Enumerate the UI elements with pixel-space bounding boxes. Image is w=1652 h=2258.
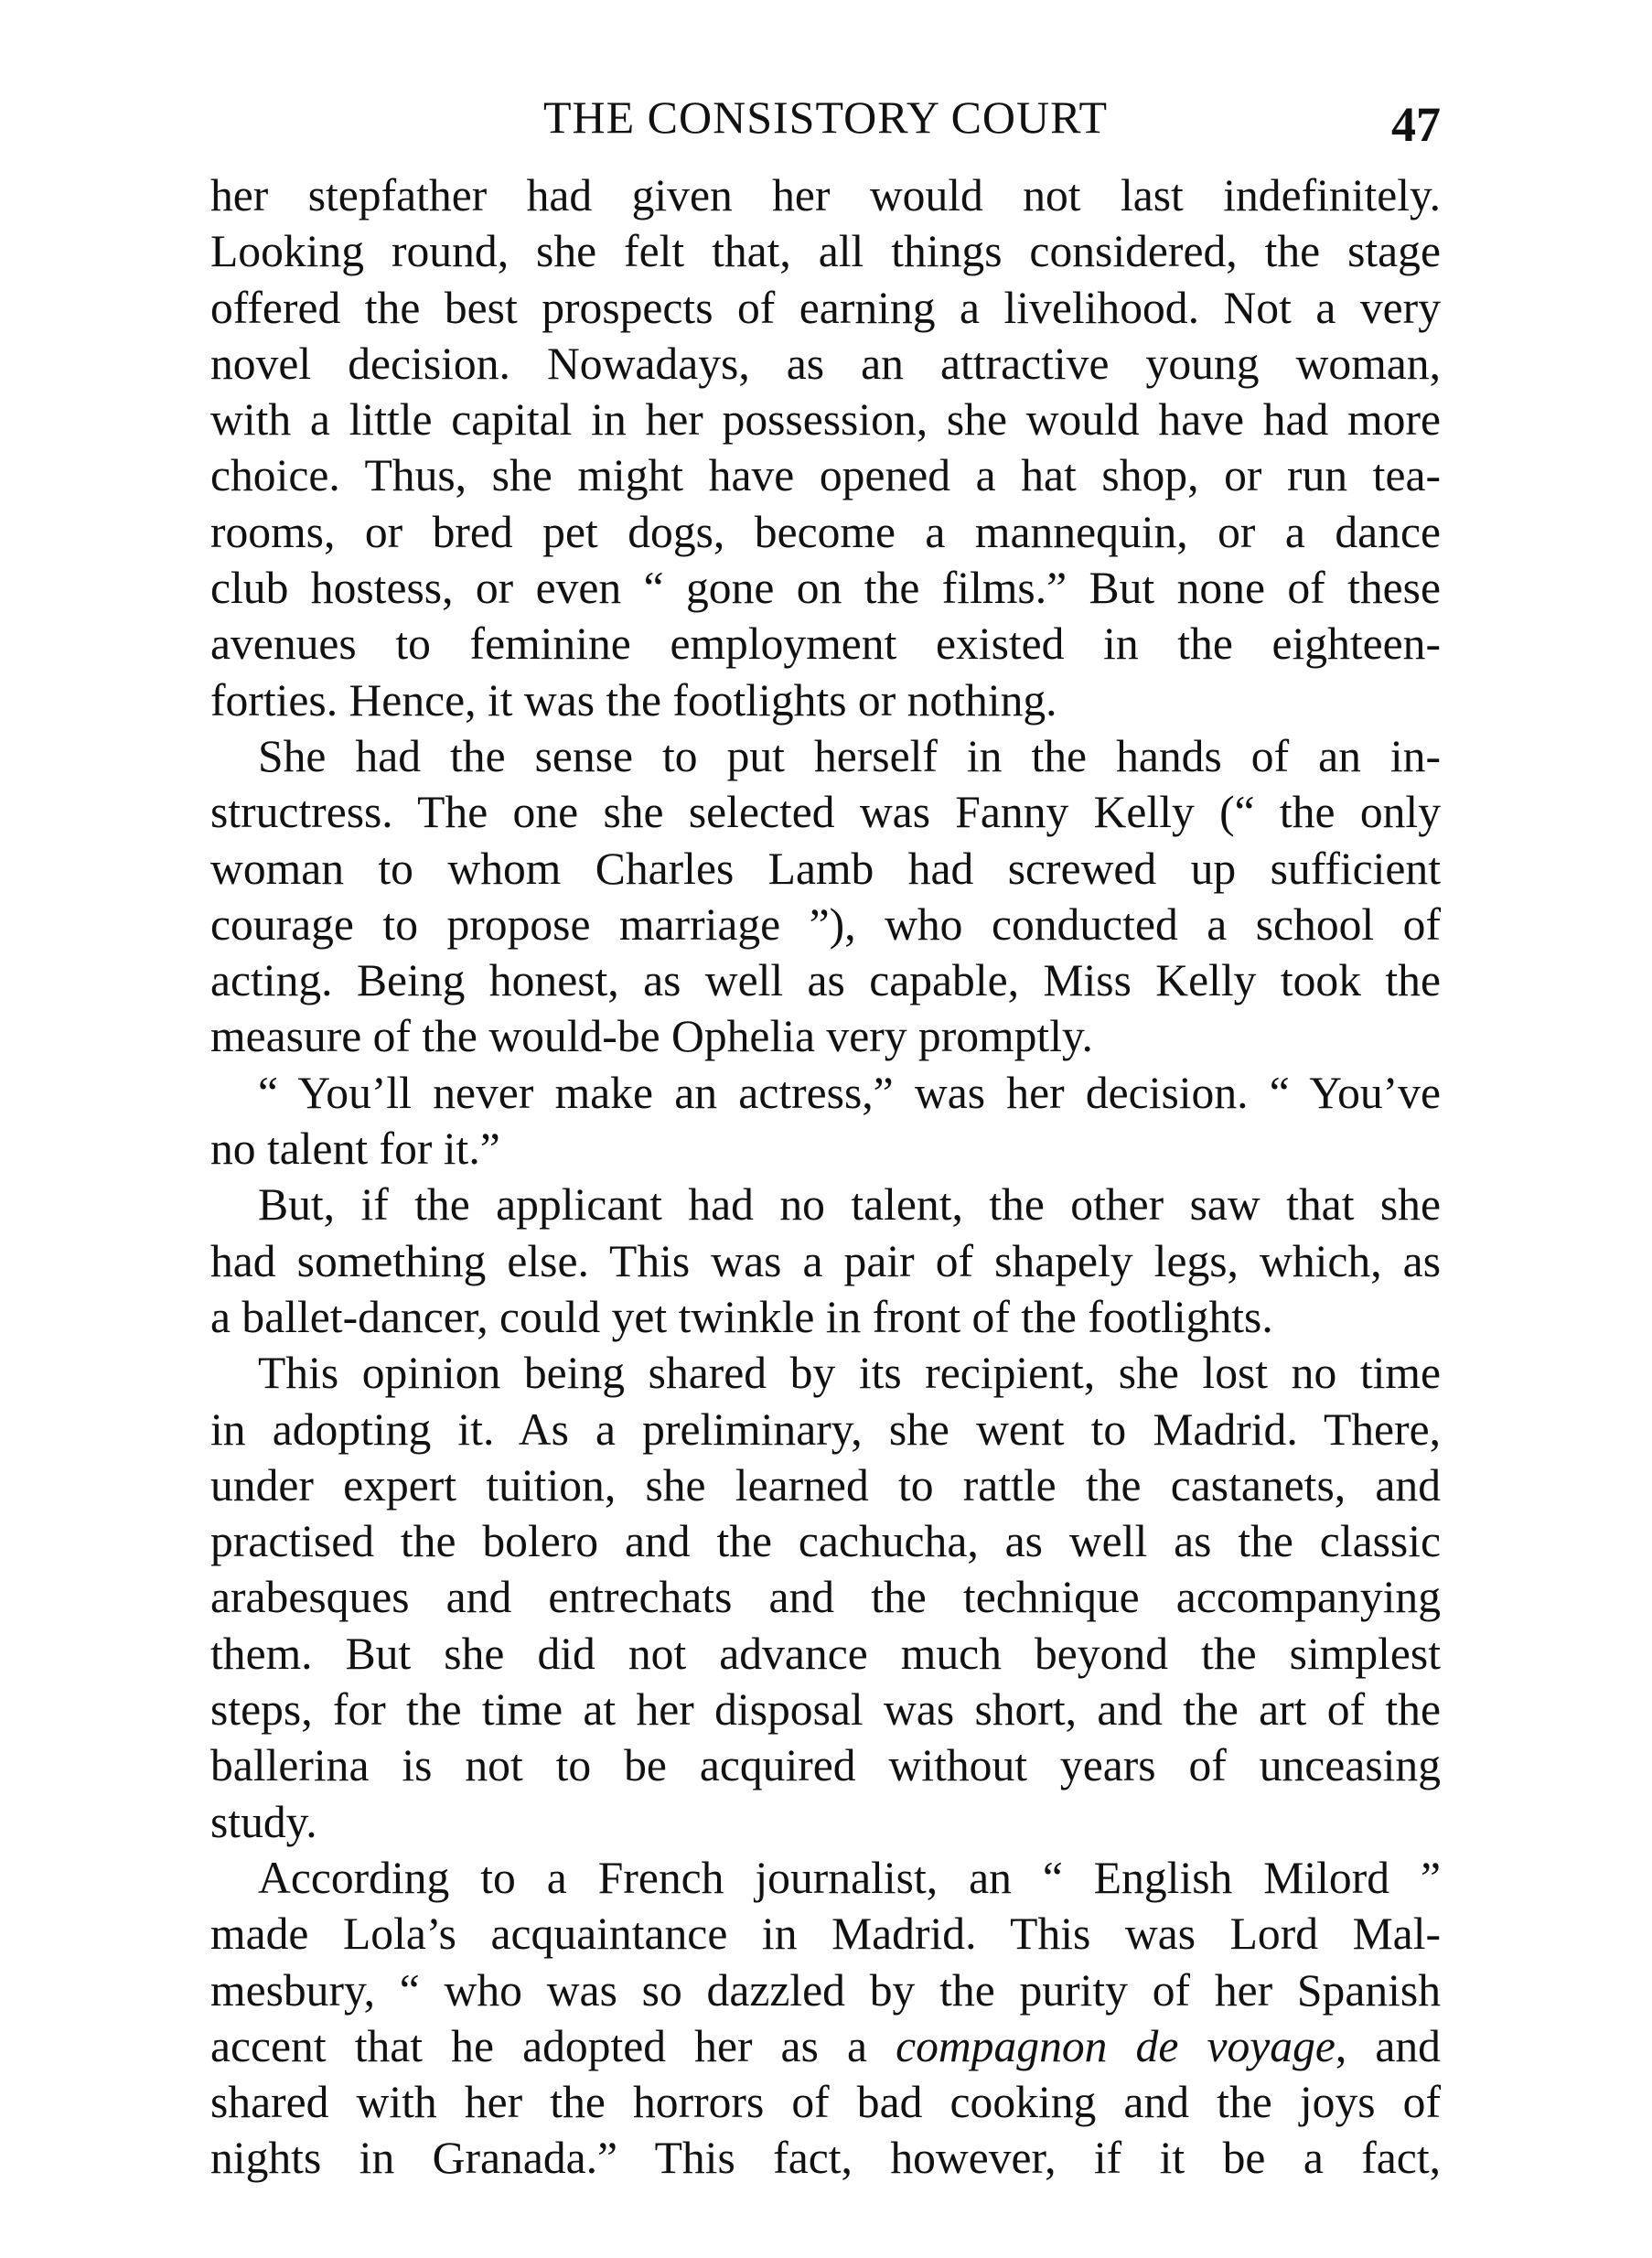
text-line: offered the best prospects of earning a livelihood. Not a very (210, 282, 1441, 333)
text-line: rooms, or bred pet dogs, become a mannequin, or a dance (210, 506, 1441, 557)
text-line: According to a French journalist, an “ English Milord ” (258, 1852, 1441, 1903)
text-line: study. (210, 1796, 317, 1847)
text-line: She had the sense to put herself in the hands of an in- (258, 730, 1441, 781)
text-line: them. But she did not advance much beyond the simplest (210, 1628, 1441, 1679)
text-line: under expert tuition, she learned to rattle the castanets, and (210, 1459, 1441, 1511)
text-line: had something else. This was a pair of shapely legs, which, as (210, 1235, 1441, 1286)
text-line: choice. Thus, she might have opened a hat shop, or run tea- (210, 450, 1441, 501)
text-line: But, if the applicant had no talent, the other saw that she (258, 1179, 1441, 1231)
text-line: “ You’ll never make an actress,” was her decision. “ You’ve (258, 1067, 1441, 1118)
text-line: mesbury, “ who was so dazzled by the purity of her Spanish (210, 1964, 1441, 2016)
text-line: practised the bolero and the cachucha, as well as the classic (210, 1516, 1441, 1567)
text-line: structress. The one she selected was Fanny Kelly (“ the only (210, 787, 1441, 838)
text-line: a ballet-dancer, could yet twinkle in front of the footlights. (210, 1291, 1273, 1342)
page-number: 47 (1391, 97, 1441, 152)
text-segment: accent that he adopted her as a (210, 2020, 896, 2071)
text-line: novel decision. Nowadays, as an attractive young woman, (210, 338, 1441, 389)
text-line: nights in Granada.” This fact, however, if it be a fact, (210, 2133, 1441, 2184)
text-line: club hostess, or even “ gone on the films.” But none of these (210, 563, 1441, 614)
text-segment: , and (1335, 2020, 1441, 2071)
text-line: her stepfather had given her would not last indefinitely. (210, 170, 1441, 220)
text-line: steps, for the time at her disposal was short, and the art of the (210, 1684, 1441, 1736)
text-line: ballerina is not to be acquired without years of unceasing (210, 1740, 1441, 1791)
text-line: no talent for it.” (210, 1124, 500, 1175)
page-header (210, 81, 1441, 154)
text-line: courage to propose marriage ”), who conducted a school of (210, 898, 1441, 950)
text-line: in adopting it. As a preliminary, she went to Madrid. There, (210, 1403, 1441, 1455)
text-line: made Lola’s acquaintance in Madrid. This was Lord Mal- (210, 1909, 1441, 1960)
text-line: with a little capital in her possession, she would have had more (210, 394, 1441, 446)
text-line: woman to whom Charles Lamb had screwed up sufficient (210, 843, 1441, 894)
text-line: Looking round, she felt that, all things considered, the stage (210, 226, 1441, 277)
running-title: THE CONSISTORY COURT (542, 91, 1109, 143)
text-line-with-italic (210, 2018, 1441, 2074)
text-line: shared with her the horrors of bad cooking and the joys of (210, 2077, 1441, 2128)
paragraph (210, 1177, 1441, 1345)
italic-phrase: compagnon de voyage (896, 2020, 1336, 2071)
paragraph (210, 167, 1441, 728)
paragraph (210, 1345, 1441, 1850)
body-text (210, 167, 1441, 2187)
text-line: forties. Hence, it was the footlights or nothing. (210, 674, 1057, 726)
text-line: measure of the would-be Ophelia very promptly. (210, 1011, 1093, 1062)
paragraph (210, 728, 1441, 1065)
text-line: arabesques and entrechats and the technique accompanying (210, 1572, 1441, 1623)
text-line: avenues to feminine employment existed in the eighteen- (210, 618, 1441, 670)
text-line: This opinion being shared by its recipient, she lost no time (258, 1348, 1441, 1399)
text-line: acting. Being honest, as well as capable, Miss Kelly took the (210, 955, 1441, 1006)
paragraph (210, 1850, 1441, 2187)
paragraph (210, 1065, 1441, 1177)
